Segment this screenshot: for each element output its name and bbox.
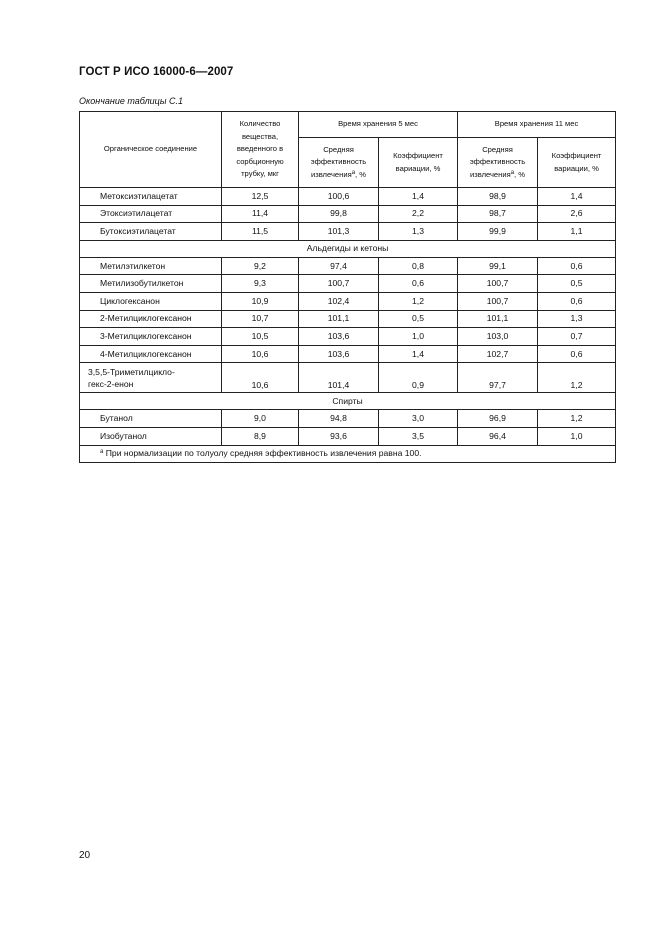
header-cv-11: Коэффициент вариации, % — [538, 138, 616, 188]
cell-eff11: 99,1 — [458, 257, 538, 275]
cell-eff5: 101,4 — [299, 363, 379, 393]
cell-cv11: 1,2 — [538, 363, 616, 393]
cell-cv11: 1,2 — [538, 410, 616, 428]
cell-eff5: 97,4 — [299, 257, 379, 275]
cell-eff11: 96,9 — [458, 410, 538, 428]
cell-cv5: 0,8 — [379, 257, 458, 275]
data-table — [79, 111, 616, 463]
cell-cv5: 0,6 — [379, 275, 458, 293]
header-cv-5: Коэффициент вариации, % — [379, 138, 458, 188]
cell-eff5: 102,4 — [299, 292, 379, 310]
cell-amount: 11,5 — [222, 223, 299, 241]
cell-cv5: 3,5 — [379, 427, 458, 445]
cell-cv11: 0,7 — [538, 328, 616, 346]
cell-eff11: 98,7 — [458, 205, 538, 223]
cell-cv11: 1,3 — [538, 310, 616, 328]
section-header — [80, 240, 616, 257]
cell-eff11: 99,9 — [458, 223, 538, 241]
section-title: Альдегиды и кетоны — [80, 240, 616, 257]
table-row — [80, 363, 616, 393]
cell-amount: 9,0 — [222, 410, 299, 428]
compound-name: Метоксиэтилацетат — [80, 188, 222, 206]
compound-name: Циклогексанон — [80, 292, 222, 310]
cell-amount: 10,9 — [222, 292, 299, 310]
header-storage-5: Время хранения 5 мес — [299, 112, 458, 138]
compound-name: 2-Метилциклогексанон — [80, 310, 222, 328]
cell-eff5: 101,3 — [299, 223, 379, 241]
cell-eff11: 101,1 — [458, 310, 538, 328]
cell-cv5: 1,3 — [379, 223, 458, 241]
cell-cv11: 0,6 — [538, 292, 616, 310]
table-row — [80, 205, 616, 223]
header-amount: Количество вещества, введенного в сорбционную трубку, мкг — [222, 112, 299, 188]
cell-eff11: 100,7 — [458, 292, 538, 310]
compound-name: Метилэтилкетон — [80, 257, 222, 275]
cell-amount: 8,9 — [222, 427, 299, 445]
cell-cv5: 1,4 — [379, 345, 458, 363]
table-row — [80, 257, 616, 275]
table-footnote: $^a$ При нормализации по толуолу средняя эффективность извлечения равна 100. — [80, 445, 616, 462]
compound-name: Метилизобутилкетон — [80, 275, 222, 293]
table-body — [80, 188, 616, 446]
table-row — [80, 427, 616, 445]
cell-cv11: 2,6 — [538, 205, 616, 223]
compound-name: Бутоксиэтилацетат — [80, 223, 222, 241]
table-row — [80, 223, 616, 241]
document-title: ГОСТ Р ИСО 16000-6—2007 — [79, 66, 234, 78]
cell-amount: 10,7 — [222, 310, 299, 328]
compound-name: 3-Метилциклогексанон — [80, 328, 222, 346]
cell-eff11: 96,4 — [458, 427, 538, 445]
compound-name: 4-Метилциклогексанон — [80, 345, 222, 363]
section-header — [80, 393, 616, 410]
cell-amount: 10,6 — [222, 363, 299, 393]
table-row — [80, 328, 616, 346]
cell-eff5: 99,8 — [299, 205, 379, 223]
cell-cv11: 0,6 — [538, 257, 616, 275]
cell-eff5: 103,6 — [299, 345, 379, 363]
cell-cv5: 2,2 — [379, 205, 458, 223]
cell-eff5: 94,8 — [299, 410, 379, 428]
cell-cv5: 1,0 — [379, 328, 458, 346]
table-row — [80, 188, 616, 206]
compound-name: Бутанол — [80, 410, 222, 428]
cell-amount: 11,4 — [222, 205, 299, 223]
cell-amount: 10,6 — [222, 345, 299, 363]
cell-cv11: 0,5 — [538, 275, 616, 293]
cell-eff11: 103,0 — [458, 328, 538, 346]
compound-name: Этоксиэтилацетат — [80, 205, 222, 223]
table-row — [80, 345, 616, 363]
section-title: Спирты — [80, 393, 616, 410]
table-row — [80, 410, 616, 428]
page-number: 20 — [79, 850, 91, 861]
compound-name: Изобутанол — [80, 427, 222, 445]
table-row — [80, 310, 616, 328]
table-caption: Окончание таблицы С.1 — [79, 96, 183, 106]
cell-cv11: 1,0 — [538, 427, 616, 445]
cell-eff5: 103,6 — [299, 328, 379, 346]
cell-eff5: 100,6 — [299, 188, 379, 206]
cell-eff5: 93,6 — [299, 427, 379, 445]
cell-eff11: 100,7 — [458, 275, 538, 293]
cell-eff5: 101,1 — [299, 310, 379, 328]
cell-cv5: 1,2 — [379, 292, 458, 310]
cell-amount: 9,2 — [222, 257, 299, 275]
cell-cv5: 1,4 — [379, 188, 458, 206]
cell-cv11: 1,4 — [538, 188, 616, 206]
cell-cv5: 0,5 — [379, 310, 458, 328]
compound-name: 3,5,5-Триметилцикло- гекс-2-енон — [80, 363, 222, 393]
cell-cv5: 0,9 — [379, 363, 458, 393]
table-row — [80, 292, 616, 310]
table-row — [80, 275, 616, 293]
cell-cv5: 3,0 — [379, 410, 458, 428]
header-compound: Органическое соединение — [80, 112, 222, 188]
header-efficiency-5: Средняя эффективность извлечения$^a$, % — [299, 138, 379, 188]
cell-eff11: 102,7 — [458, 345, 538, 363]
cell-eff11: 98,9 — [458, 188, 538, 206]
cell-amount: 12,5 — [222, 188, 299, 206]
header-efficiency-11: Средняя эффективность извлечения$^a$, % — [458, 138, 538, 188]
cell-eff11: 97,7 — [458, 363, 538, 393]
cell-amount: 9,3 — [222, 275, 299, 293]
cell-cv11: 0,6 — [538, 345, 616, 363]
header-storage-11: Время хранения 11 мес — [458, 112, 616, 138]
cell-amount: 10,5 — [222, 328, 299, 346]
cell-cv11: 1,1 — [538, 223, 616, 241]
cell-eff5: 100,7 — [299, 275, 379, 293]
